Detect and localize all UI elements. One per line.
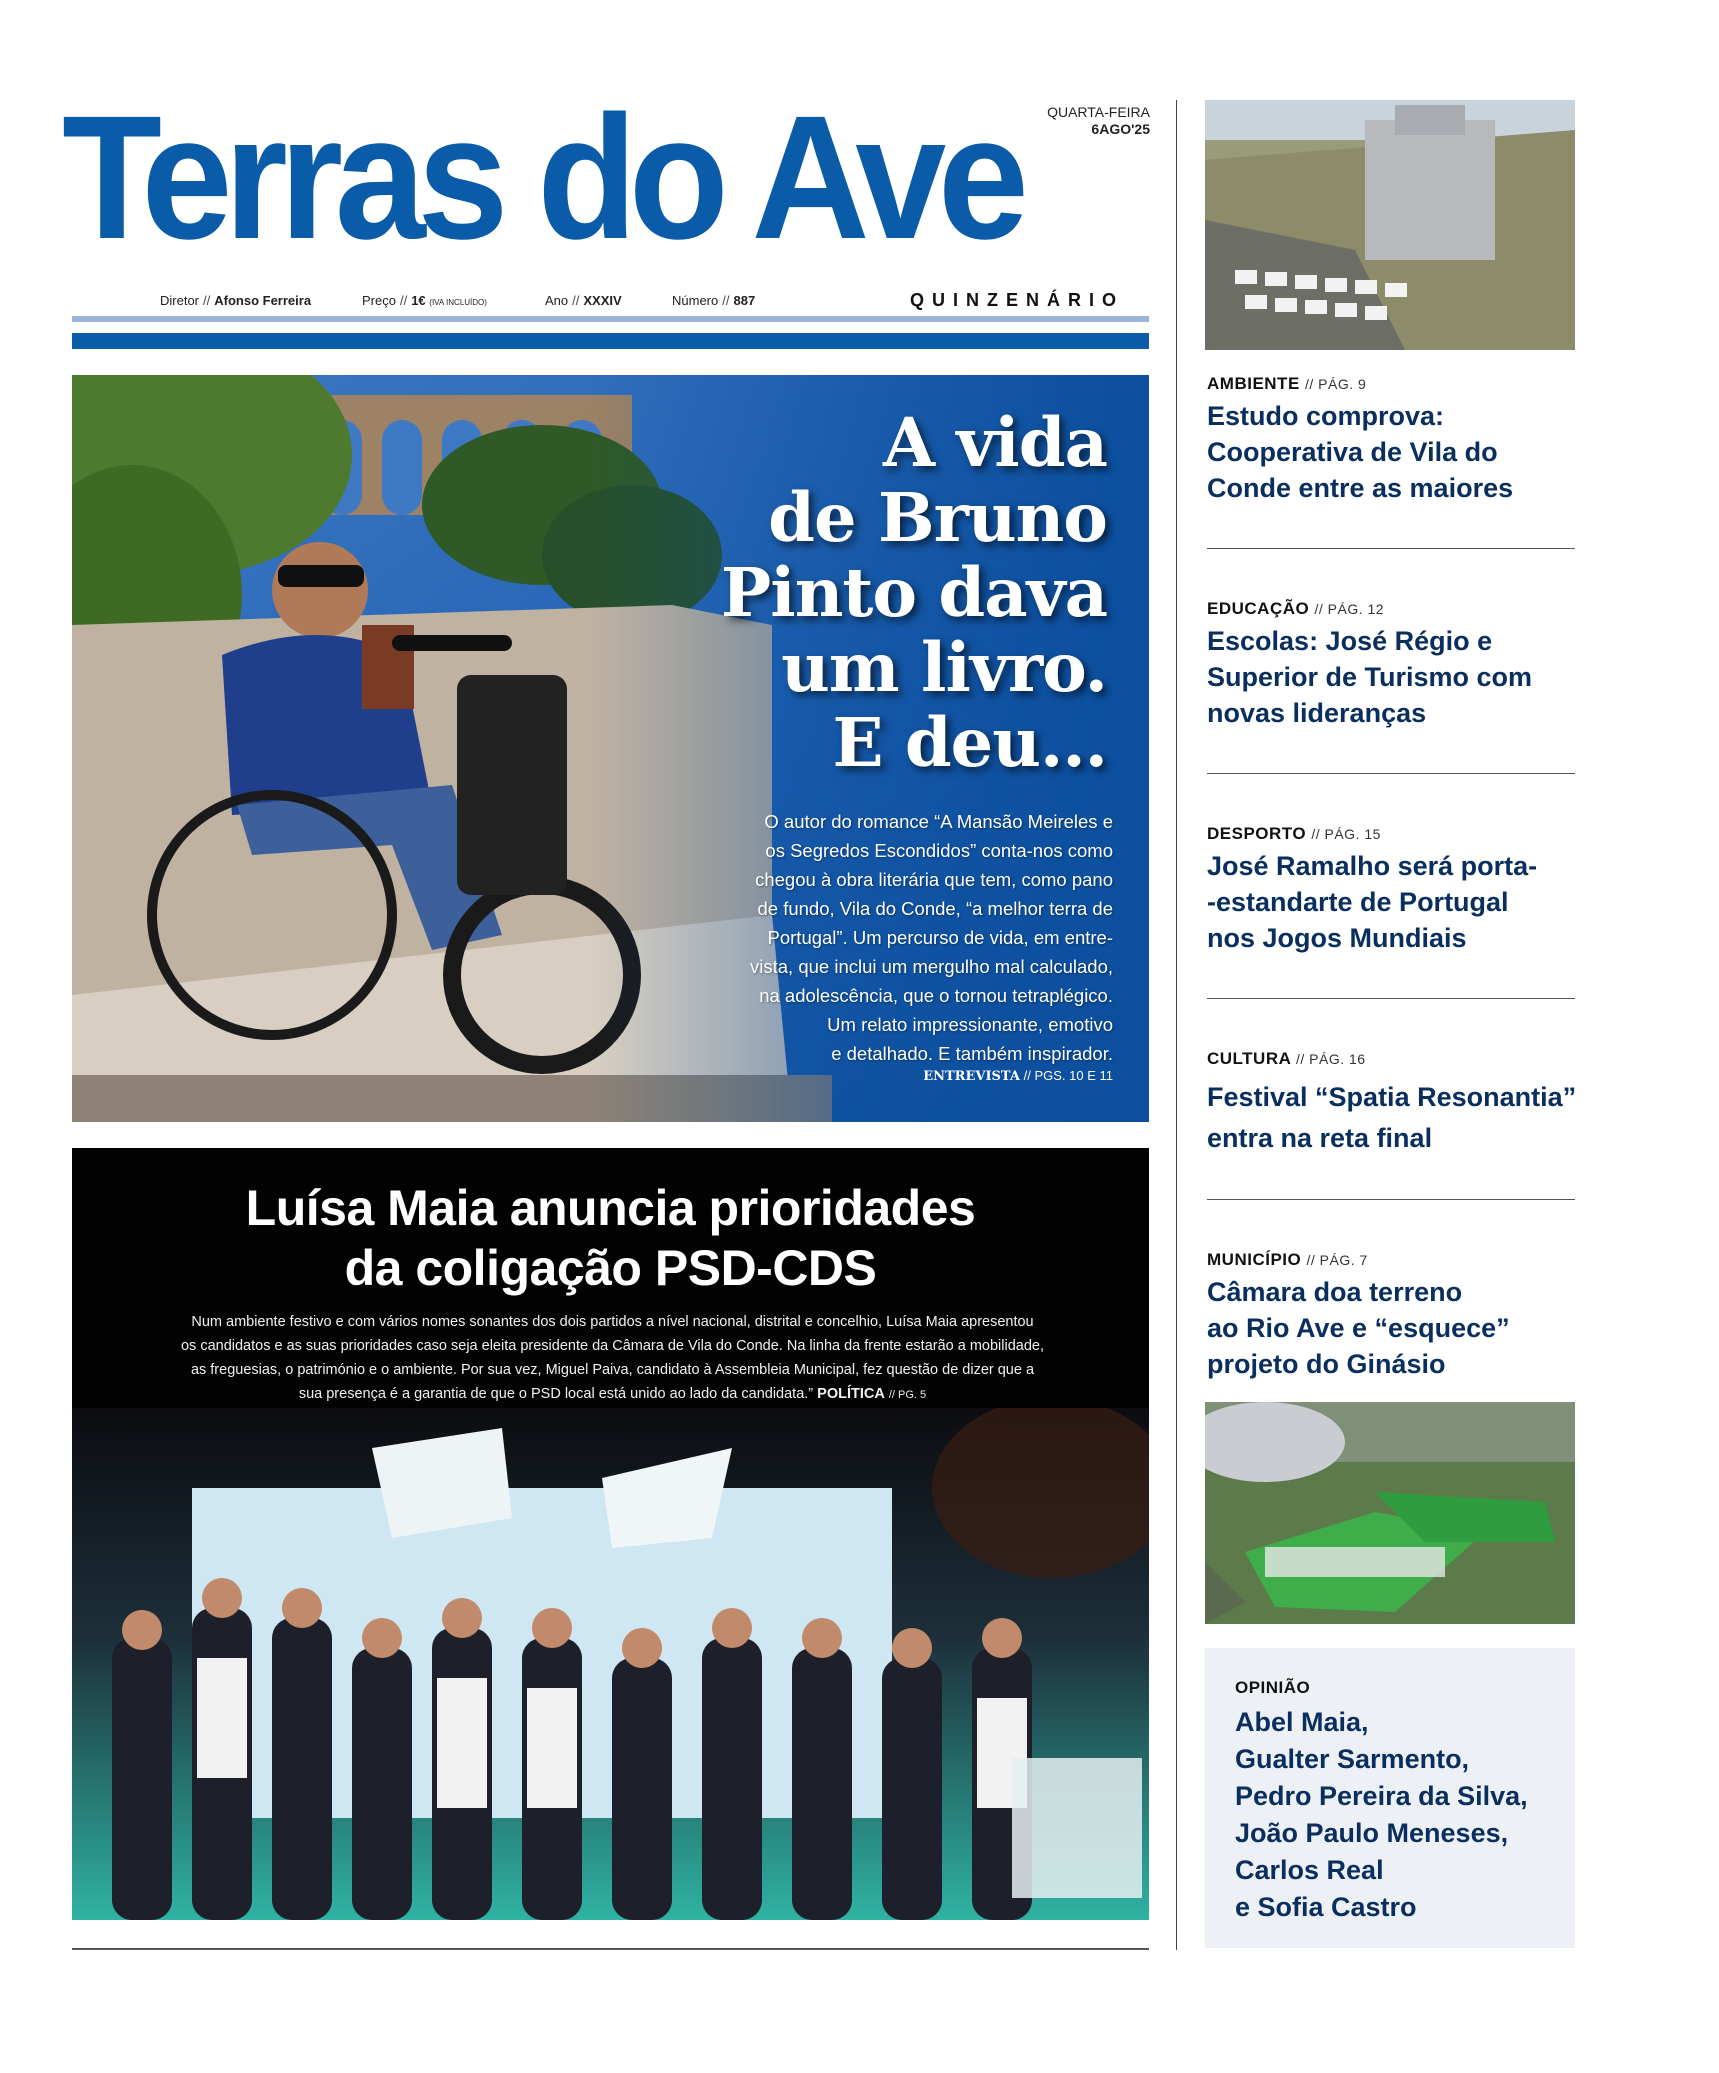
frequency-label: QUINZENÁRIO [910,290,1124,310]
masthead-rule-light [72,316,1149,322]
rally-photo [72,1408,1149,1920]
second-summary: Num ambiente festivo e com vários nomes sonantes dos dois partidos a nível nacional, distrital e concelhio, Luísa Maia apresentou os candidatos e as suas prioridades caso seja eleita presidente da Câmara de Vila do Conde. Na linha da frente estarão a mobilidade, as freguesias, o património e o ambiente. Por sua vez, Miguel Paiva, candidato à Assembleia Municipal, fez questão de dizer que a sua presença é a garantia de que o PSD local está unido ao lado da candidata.” POLÍTICA // PG. 5 [180,1314,1045,1402]
second-section[interactable]: POLÍTICA [817,1386,885,1402]
price-info: Preço // 1€ (IVA INCLUÍDO) [362,293,487,308]
sidebar-page: // PÁG. 15 [1311,826,1381,842]
sidebar-rule [1207,998,1575,999]
year-info: Ano // XXXIV [545,293,622,308]
sidebar-title: Festival “Spatia Resonantia” entra na reta final [1207,1082,1577,1153]
second-headline[interactable]: Luísa Maia anuncia prioridades da coligação PSD-CDS [245,1180,976,1296]
price-label: Preço [362,293,396,308]
sidebar-rule [1207,1199,1575,1200]
director-label: Diretor [160,293,200,308]
column-divider [1176,100,1177,1950]
price-value: 1€ [411,293,426,308]
lead-pages: // PGS. 10 E 11 [1023,1068,1113,1083]
opinion-box[interactable] [1205,1648,1575,1948]
sidebar-article-cultura[interactable] [1207,1049,1587,1159]
sidebar-title: Estudo comprova: Cooperativa de Vila do Conde entre as maiores [1207,401,1514,503]
sidebar-page: // PÁG. 12 [1314,601,1385,617]
year-value: XXXIV [583,293,622,308]
masthead-rule-blue [72,333,1149,349]
stadium-photo [1205,1402,1575,1624]
sidebar-page: // PÁG. 9 [1305,376,1367,392]
sidebar-title: Escolas: José Régio e Superior de Turismo com novas lideranças [1207,626,1533,728]
sidebar-page: // PÁG. 16 [1296,1051,1366,1067]
price-note: (IVA INCLUÍDO) [429,298,487,307]
second-pages: // PG. 5 [888,1389,927,1401]
sidebar-title: José Ramalho será porta- -estandarte de Portugal nos Jogos Mundiais [1207,851,1538,953]
lead-headline[interactable]: A vida de Bruno Pinto dava um livro. E deu... [720,403,1107,782]
lead-summary: O autor do romance “A Mansão Meireles e os Segredos Escondidos” conta-nos como chegou à obra literária que tem, como pano de fundo, Vila do Conde, “a melhor terra de Portugal”. Um percurso de vida, em entre- vista, que inclui um mergulho mal calculado, na adolescência, que o tornou tetraplégico. Um relato impressionante, emotivo e detalhado. E também inspirador. [750,811,1113,1064]
number-info: Número // 887 [672,293,756,308]
sidebar-category: AMBIENTE [1207,374,1300,393]
sidebar-rule [1207,773,1575,774]
lead-section: ENTREVISTA [923,1069,1020,1084]
sidebar-article-educacao[interactable] [1207,599,1587,731]
sidebar-rule [1207,548,1575,549]
newspaper-logo[interactable]: Terras do Ave [62,80,1021,276]
sidebar-category: EDUCAÇÃO [1207,599,1310,618]
second-story[interactable] [72,1148,1149,1920]
sidebar-article-municipio[interactable] [1207,1250,1587,1382]
issue-weekday: QUARTA-FEIRA [1047,104,1150,120]
sidebar-title: Câmara doa terreno ao Rio Ave e “esquece” projeto do Ginásio [1207,1277,1510,1379]
lead-story[interactable] [72,375,1149,1122]
sidebar-category: MUNICÍPIO [1207,1250,1302,1269]
director-name: Afonso Ferreira [214,293,312,308]
sidebar-category: DESPORTO [1207,824,1307,843]
director-info: Diretor // Afonso Ferreira [160,293,312,308]
sidebar-article-desporto[interactable] [1207,824,1587,956]
bottom-rule [72,1948,1149,1950]
sidebar-category: CULTURA [1207,1049,1291,1068]
cooperative-photo [1205,100,1575,350]
opinion-authors: Abel Maia, Gualter Sarmento, Pedro Pereira da Silva, João Paulo Meneses, Carlos Real e Sofia Castro [1235,1707,1528,1922]
number-value: 887 [733,293,756,308]
sidebar-page: // PÁG. 7 [1306,1252,1368,1268]
year-label: Ano [545,293,569,308]
issue-date [1000,104,1150,138]
issue-day: 6AGO'25 [1091,121,1150,137]
opinion-category: OPINIÃO [1235,1678,1311,1697]
number-label: Número [672,293,719,308]
lead-section-ref[interactable] [923,1068,1113,1084]
sidebar-article-ambiente[interactable] [1207,374,1587,506]
